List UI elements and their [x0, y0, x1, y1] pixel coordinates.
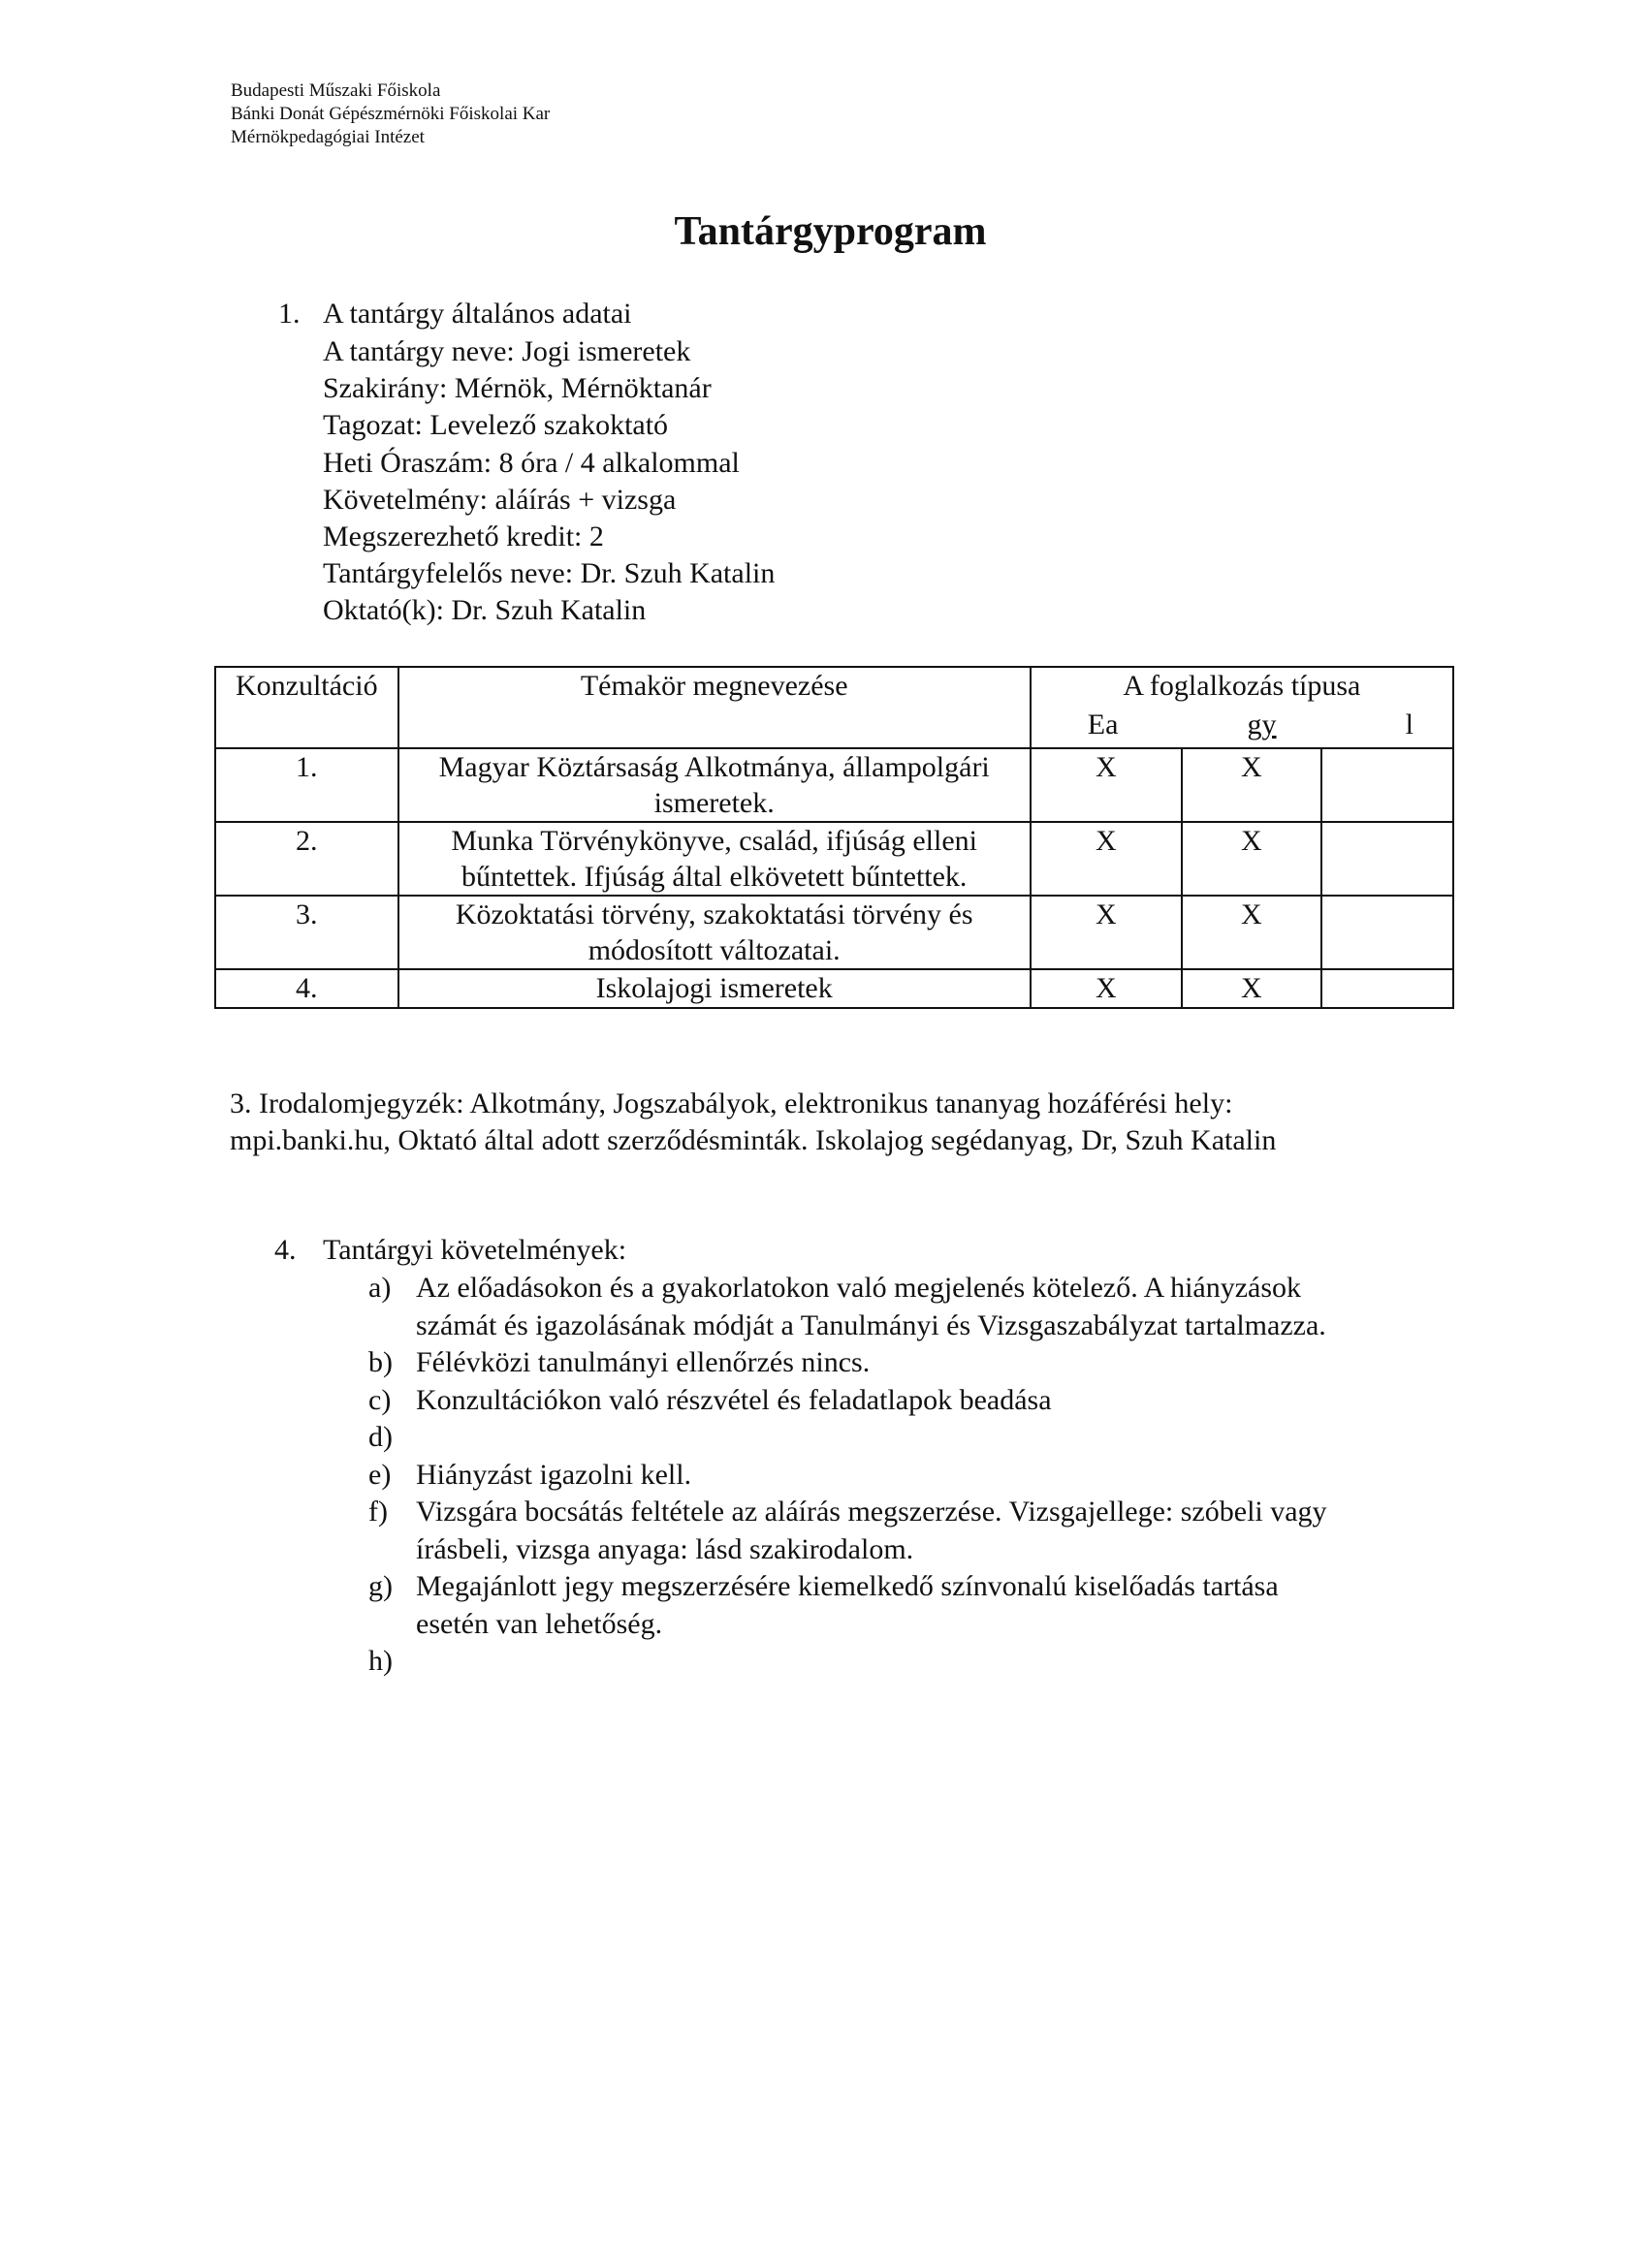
row-l-mark: [1321, 748, 1453, 822]
row-topic-line1: Iskolajogi ismeretek: [595, 972, 833, 1004]
row-gy-mark: X: [1182, 822, 1321, 896]
row-topic: [398, 896, 1031, 969]
item-text-line1: Az előadásokon és a gyakorlatokon való megjelenés kötelező. A hiányzások: [416, 1272, 1302, 1304]
table-row: [215, 896, 1453, 969]
list-item: [368, 1643, 1327, 1681]
study-mode-line: Tagozat: Levelező szakoktató: [323, 409, 669, 442]
item-letter: c): [368, 1383, 392, 1416]
row-number: 3.: [215, 896, 398, 969]
item-text-line2: esetén van lehetőség.: [416, 1607, 663, 1640]
header-tipus: A foglalkozás típusa: [1031, 667, 1453, 707]
item-text-line1: Konzultációkon való részvétel és feladatlapok beadása: [416, 1383, 1052, 1416]
institution-name: Budapesti Műszaki Főiskola: [231, 80, 441, 101]
list-item: [368, 1457, 1327, 1495]
row-l-mark: [1321, 822, 1453, 896]
row-number: 1.: [215, 748, 398, 822]
item-text-line1: Hiányzást igazolni kell.: [416, 1458, 692, 1491]
header-type-sub: [1031, 707, 1453, 748]
row-topic-line1: Közoktatási törvény, szakoktatási törvény és: [455, 898, 973, 930]
row-topic: [398, 748, 1031, 822]
row-topic-line1: Magyar Köztársaság Alkotmánya, állampolgári: [438, 751, 990, 783]
header-konzultacio: Konzultáció: [215, 667, 398, 748]
header-ea: Ea: [1087, 708, 1119, 740]
item-letter: a): [368, 1272, 392, 1304]
list-item: [368, 1270, 1327, 1344]
bibliography-line2: mpi.banki.hu, Oktató által adott szerződésminták. Iskolajog segédanyag, Dr, Szuh Katalin: [230, 1124, 1277, 1156]
header-gy: gy: [1247, 708, 1277, 740]
item-letter: d): [368, 1421, 393, 1453]
section4-heading-text: Tantárgyi követelmények:: [323, 1234, 627, 1266]
row-gy-mark: X: [1182, 969, 1321, 1008]
item-text-line1: Félévközi tanulmányi ellenőrzés nincs.: [416, 1346, 871, 1378]
institute-name: Mérnökpedagógiai Intézet: [231, 127, 425, 147]
row-topic-line1: Munka Törvénykönyve, család, ifjúság elleni: [451, 825, 977, 857]
section4-heading: [274, 1232, 626, 1269]
row-topic: [398, 822, 1031, 896]
table-row: [215, 822, 1453, 896]
faculty-name: Bánki Donát Gépészmérnöki Főiskolai Kar: [231, 104, 551, 124]
header-l: l: [1405, 708, 1414, 740]
section1-heading-text: A tantárgy általános adatai: [323, 298, 632, 330]
item-letter: e): [368, 1458, 392, 1491]
section1-heading: [278, 296, 632, 332]
weekly-hours-line: Heti Óraszám: 8 óra / 4 alkalommal: [323, 446, 740, 479]
row-ea-mark: X: [1031, 748, 1182, 822]
page-title: Tantárgyprogram: [674, 209, 987, 254]
row-topic: [398, 969, 1031, 1008]
section1-details: [323, 333, 775, 630]
table-row: [215, 969, 1453, 1008]
list-item: [368, 1419, 1327, 1457]
institution-header: [231, 79, 550, 149]
row-l-mark: [1321, 969, 1453, 1008]
row-gy-mark: X: [1182, 896, 1321, 969]
row-ea-mark: X: [1031, 969, 1182, 1008]
credit-line: Megszerezhető kredit: 2: [323, 520, 604, 553]
header-temakor: Témakör megnevezése: [398, 667, 1031, 748]
row-gy-mark: X: [1182, 748, 1321, 822]
row-number: 2.: [215, 822, 398, 896]
item-letter: b): [368, 1346, 393, 1378]
specialization-line: Szakirány: Mérnök, Mérnöktanár: [323, 372, 712, 405]
item-text-line1: [416, 1643, 424, 1681]
section4-number: 4.: [274, 1234, 297, 1266]
row-ea-mark: X: [1031, 896, 1182, 969]
row-topic-line2: ismeretek.: [653, 787, 775, 819]
table-row: [215, 748, 1453, 822]
row-topic-line2: bűntettek. Ifjúság által elkövetett bűntettek.: [461, 861, 968, 893]
list-item: [368, 1568, 1327, 1643]
list-item: [368, 1494, 1327, 1568]
row-number: 4.: [215, 969, 398, 1008]
item-letter: h): [368, 1645, 393, 1677]
table-header-row: [215, 667, 1453, 707]
item-text-line1: [416, 1419, 424, 1457]
list-item: [368, 1382, 1327, 1420]
course-name-line: A tantárgy neve: Jogi ismeretek: [323, 335, 691, 367]
row-ea-mark: X: [1031, 822, 1182, 896]
row-l-mark: [1321, 896, 1453, 969]
section3-bibliography: [230, 1086, 1451, 1159]
responsible-line: Tantárgyfelelős neve: Dr. Szuh Katalin: [323, 557, 776, 590]
requirement-line: Követelmény: aláírás + vizsga: [323, 483, 677, 516]
item-letter: g): [368, 1570, 393, 1602]
item-text-line2: számát és igazolásának módját a Tanulmányi és Vizsgaszabályzat tartalmazza.: [416, 1308, 1326, 1341]
bibliography-line1: 3. Irodalomjegyzék: Alkotmány, Jogszabályok, elektronikus tananyag hozáférési hely:: [230, 1087, 1233, 1119]
item-text-line1: Vizsgára bocsátás feltétele az aláírás megszerzése. Vizsgajellege: szóbeli vagy: [416, 1496, 1327, 1528]
consultation-table: [214, 666, 1454, 1009]
instructor-line: Oktató(k): Dr. Szuh Katalin: [323, 594, 647, 627]
item-letter: f): [368, 1496, 388, 1528]
list-item: [368, 1344, 1327, 1382]
row-topic-line2: módosított változatai.: [588, 934, 841, 966]
item-text-line2: írásbeli, vizsga anyaga: lásd szakirodalom.: [416, 1532, 914, 1565]
section1-number: 1.: [278, 298, 301, 330]
item-text-line1: Megajánlott jegy megszerzésére kiemelkedő színvonalú kiselőadás tartása: [416, 1570, 1279, 1602]
requirements-list: [368, 1270, 1327, 1681]
